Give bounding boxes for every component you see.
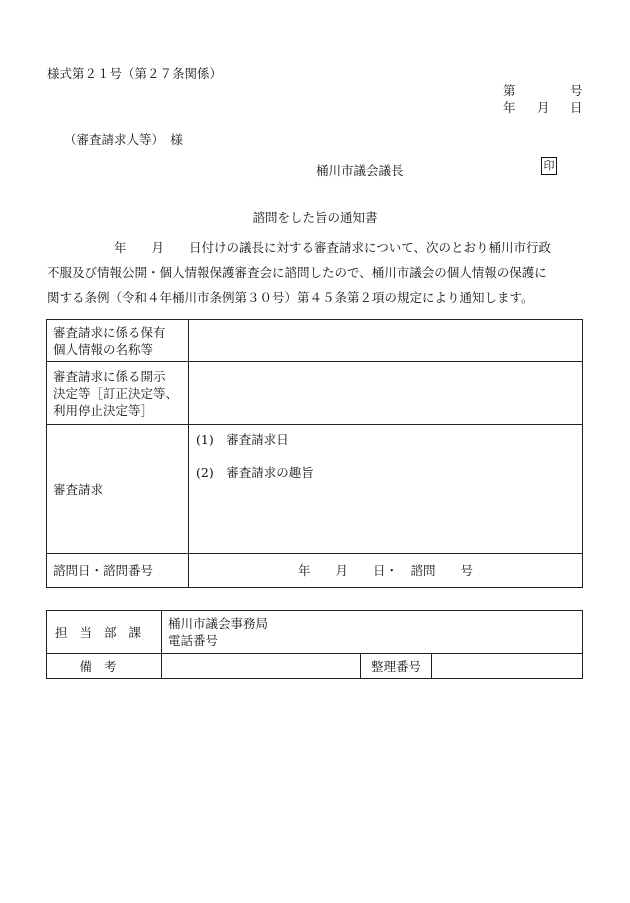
date-month: 月: [537, 100, 550, 115]
label-held-info: 審査請求に係る保有 個人情報の名称等: [47, 320, 189, 362]
body-line: 不服及び情報公開・個人情報保護審査会に諮問したので、桶川市議会の個人情報の保護に: [47, 265, 547, 280]
value-held-info: [189, 320, 583, 362]
label-disclosure-decision: 審査請求に係る開示 決定等［訂正決定等、 利用停止決定等］: [47, 362, 189, 425]
value-consult-date: 年 月 日・ 諮問 号: [189, 554, 583, 588]
document-title: 諮問をした旨の通知書: [252, 210, 378, 225]
label-department: 担当部課: [47, 611, 162, 654]
label-request: 審査請求: [47, 425, 189, 554]
body-text: [47, 235, 587, 310]
value-reference-number: [432, 654, 583, 679]
addressee: （審査請求人等） 様: [64, 132, 183, 147]
form-number: 様式第２１号（第２７条関係）: [47, 66, 223, 81]
label-consult-date: 諮問日・諮問番号: [47, 554, 189, 588]
value-department: 桶川市議会事務局 電話番号: [162, 611, 583, 654]
contact-table: [46, 610, 583, 679]
number-go: 号: [570, 83, 583, 98]
request-purpose-item: (2) 審査請求の趣旨: [196, 465, 314, 480]
request-date-item: (1) 審査請求日: [196, 432, 289, 447]
request-table: [46, 319, 583, 588]
value-disclosure-decision: [189, 362, 583, 425]
date-year: 年: [503, 100, 516, 115]
label-remarks: 備考: [47, 654, 162, 679]
label-reference-number: 整理番号: [361, 654, 432, 679]
body-line: 関する条例（令和４年桶川市条例第３０号）第４５条第２項の規定により通知します。: [47, 290, 534, 305]
value-remarks: [162, 654, 361, 679]
seal-stamp: 印: [541, 157, 557, 175]
number-dai: 第: [503, 83, 516, 98]
date-day: 日: [570, 100, 583, 115]
sender: 桶川市議会議長: [316, 163, 404, 178]
body-line: 年 月 日付けの議長に対する審査請求について、次のとおり桶川市行政: [114, 240, 552, 255]
